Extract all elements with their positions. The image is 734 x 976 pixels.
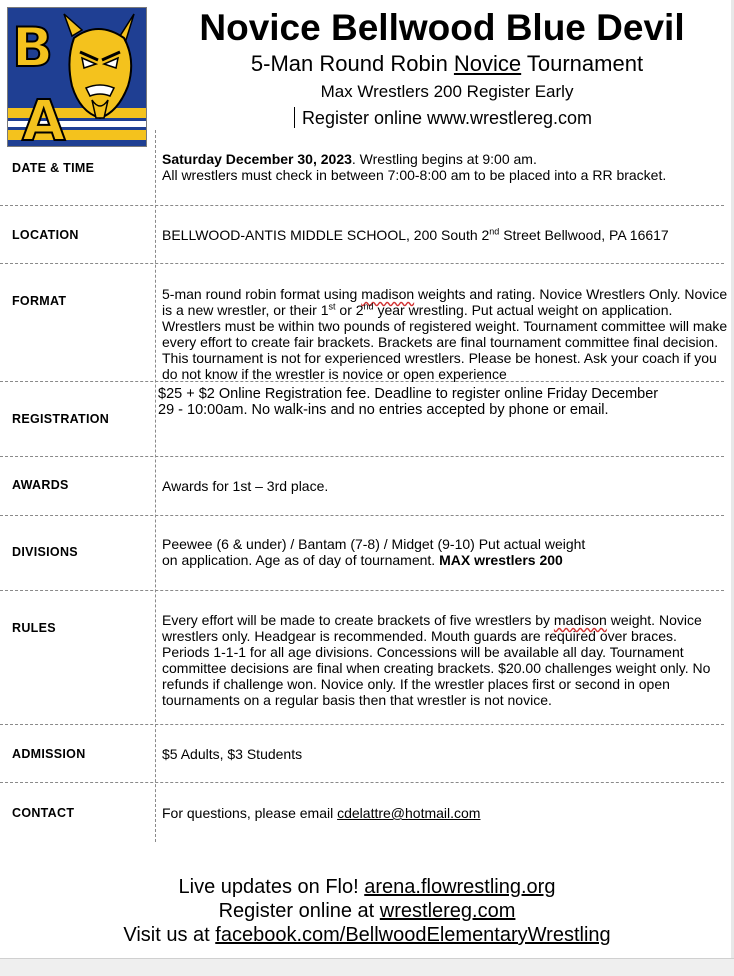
format-label: FORMAT	[12, 294, 67, 308]
contact-email-link[interactable]: cdelattre@hotmail.com	[337, 805, 481, 821]
row-divider	[0, 724, 724, 725]
row-divider	[0, 263, 724, 264]
date-time-label: DATE & TIME	[12, 161, 95, 175]
format-text-3: or 2	[335, 302, 364, 319]
rules-text-2: weight. Novice wrestlers only. Headgear is recommended. Mouth guards are required over braces. Periods 1-1-1 for all age divisions. Concessions will be available all day. Tournament committee decisions are final when creating brackets. $20.00 challenges weight only. No refunds if challenge won. Novice only. If the wrestler places first or second in open tournaments on a regular basis then that wrestler is not novice.	[162, 612, 711, 709]
format-madison: madison	[361, 286, 415, 302]
divisions-line-1: Peewee (6 & under) / Bantam (7-8) / Midget (9-10) Put actual weight	[162, 536, 586, 552]
subtitle	[150, 50, 734, 78]
subtitle-pre: 5-Man Round Robin	[250, 51, 454, 76]
registration-label: REGISTRATION	[12, 412, 110, 426]
row-divider	[0, 456, 724, 457]
max-wrestlers-text: MAX wrestlers 200	[439, 552, 563, 569]
footer-flo-line	[0, 875, 734, 899]
location-pre: BELLWOOD-ANTIS MIDDLE SCHOOL, 200 South 2	[162, 227, 490, 243]
format-content	[162, 286, 728, 383]
registration-content: $25 + $2 Online Registration fee. Deadline to register online Friday December 29 - 10:00am. No walk-ins and no entries accepted by phone or email.	[158, 386, 659, 419]
location-post: Street Bellwood, PA 16617	[499, 227, 669, 243]
location-label: LOCATION	[12, 228, 79, 242]
divisions-line-2: on application. Age as of day of tournament.	[162, 552, 440, 569]
flowrestling-link[interactable]: arena.flowrestling.org	[364, 876, 556, 898]
rules-text-1: Every effort will be made to create brackets of five wrestlers by	[162, 612, 554, 628]
footer-flo-text: Live updates on Flo!	[178, 876, 365, 898]
contact-content	[162, 805, 728, 821]
row-divider	[0, 515, 724, 516]
blue-devil-logo-art	[8, 8, 146, 146]
logo-letter-b: B	[12, 16, 54, 79]
rules-label: RULES	[12, 621, 56, 635]
footer-facebook-line	[0, 923, 734, 947]
admission-label: ADMISSION	[12, 747, 86, 761]
row-divider	[0, 205, 724, 206]
contact-text: For questions, please email	[162, 805, 338, 821]
divisions-label: DIVISIONS	[12, 545, 78, 559]
blue-devil-logo	[7, 7, 147, 147]
location-content	[162, 227, 728, 243]
awards-content: Awards for 1st – 3rd place.	[162, 478, 329, 494]
footer-facebook-text: Visit us at	[123, 924, 216, 946]
format-sup-1: st	[328, 301, 336, 312]
start-time-text: . Wrestling begins at 9:00 am.	[351, 151, 537, 167]
date-time-content	[162, 151, 728, 183]
page-title: Novice Bellwood Blue Devil	[199, 7, 685, 48]
rules-madison: madison	[553, 612, 607, 628]
format-sup-2: nd	[363, 301, 374, 312]
rules-content	[162, 612, 728, 709]
format-text-1: 5-man round robin format using	[162, 286, 362, 302]
footer-register-text: Register online at	[218, 900, 380, 922]
column-divider	[155, 130, 156, 842]
facebook-link[interactable]: facebook.com/BellwoodElementaryWrestling	[215, 924, 611, 946]
status-bar	[0, 958, 734, 976]
subtitle-novice: Novice	[453, 51, 522, 76]
location-sup: nd	[489, 226, 500, 237]
awards-label: AWARDS	[12, 478, 69, 492]
format-text-2: weights and rating. Novice Wrestlers Only. Novice is a new wrestler, or their 1	[162, 286, 728, 319]
divisions-content	[162, 536, 728, 568]
footer-register-line	[0, 899, 734, 923]
event-date: Saturday December 30, 2023	[162, 151, 352, 167]
row-divider	[0, 782, 724, 783]
format-text-4: year wrestling. Put actual weight on application. Wrestlers must be within two pounds of registered weight. Tournament committee will make every effort to create fair brackets. Brackets are final tournament committee final decision. This tournament is not for experienced wrestlers. Please be honest. Ask your coach if you do not know if the wrestler is novice or open experience	[162, 302, 728, 383]
max-wrestlers-line: Max Wrestlers 200 Register Early	[320, 82, 574, 101]
admission-content: $5 Adults, $3 Students	[162, 746, 303, 762]
contact-label: CONTACT	[12, 806, 75, 820]
register-online-line: Register online www.wrestlereg.com	[301, 108, 593, 128]
subtitle-post: Tournament	[521, 51, 644, 76]
check-in-text: All wrestlers must check in between 7:00-8:00 am to be placed into a RR bracket.	[162, 167, 667, 184]
row-divider	[0, 590, 724, 591]
logo-letter-a: A	[22, 89, 66, 146]
wrestlereg-link[interactable]: wrestlereg.com	[379, 900, 516, 922]
